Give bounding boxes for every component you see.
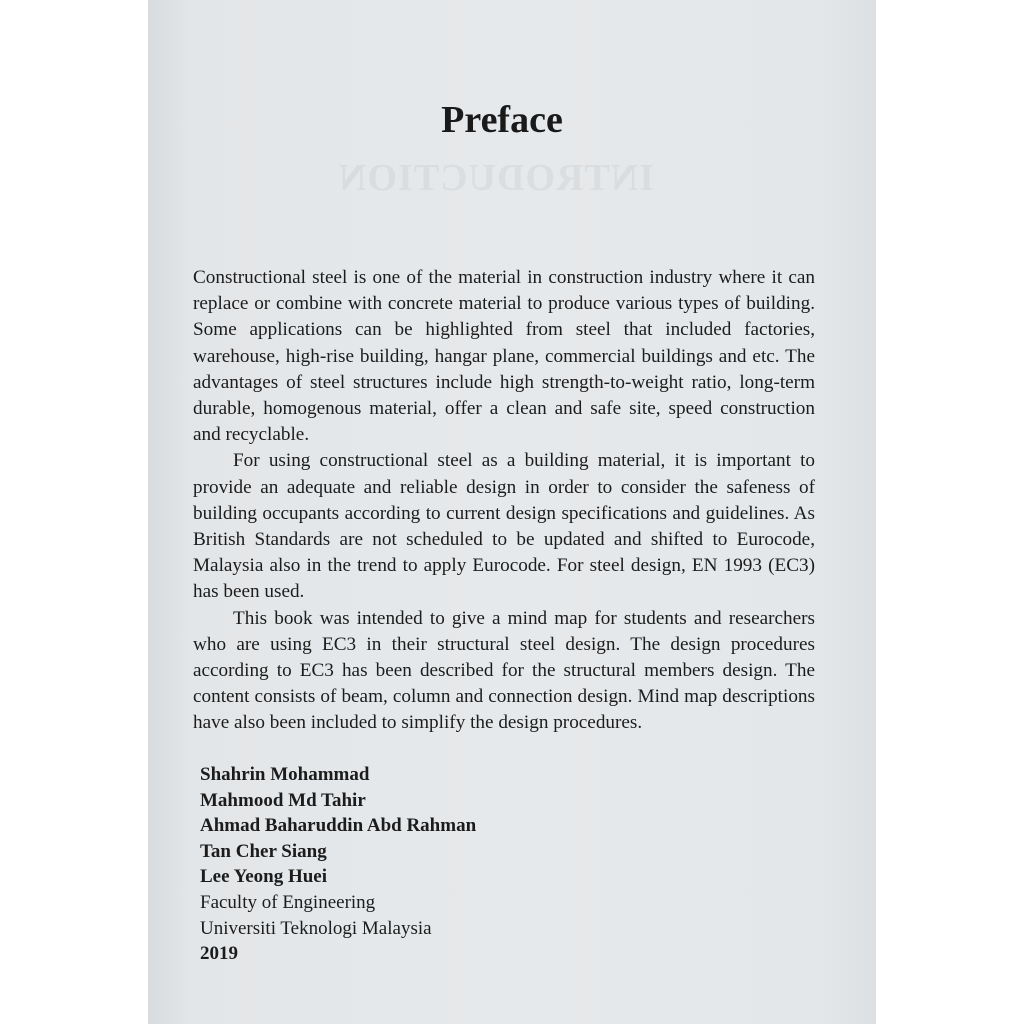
show-through-heading: INTRODUCTION bbox=[338, 157, 655, 199]
university-name: Universiti Teknologi Malaysia bbox=[200, 917, 432, 939]
book-page bbox=[148, 0, 876, 1024]
page-title: Preface bbox=[441, 99, 563, 141]
signature-block bbox=[200, 762, 476, 967]
author-name: Lee Yeong Huei bbox=[200, 866, 328, 888]
author-name: Tan Cher Siang bbox=[200, 840, 327, 862]
author-name: Mahmood Md Tahir bbox=[200, 789, 366, 811]
paragraph-3: This book was intended to give a mind map for students and researchers who are using EC3 in their structural steel design. The design procedures according to EC3 has been described for the structural members design. The content consists of beam, column and connection design. Mind map descriptions have also been included to simplify the design procedures. bbox=[193, 607, 815, 734]
preface-body bbox=[193, 265, 815, 737]
paragraph-2: For using constructional steel as a building material, it is important to provide an adequate and reliable design in order to consider the safeness of building occupants according to current design specifications and guidelines. As British Standards are not scheduled to be updated and shifted to Eurocode, Malaysia also in the trend to apply Eurocode. For steel design, EN 1993 (EC3) has been used. bbox=[193, 450, 815, 603]
author-name: Ahmad Baharuddin Abd Rahman bbox=[200, 815, 477, 837]
publication-year: 2019 bbox=[200, 943, 238, 965]
paragraph-1: Constructional steel is one of the material in construction industry where it can replace or combine with concrete material to produce various types of building. Some applications can be highlighted from steel that included factories, warehouse, high-rise building, hangar plane, commercial buildings and etc. The advantages of steel structures include high strength-to-weight ratio, long-term durable, homogenous material, offer a clean and safe site, speed construction and recyclable. bbox=[193, 267, 815, 446]
faculty-name: Faculty of Engineering bbox=[200, 891, 376, 913]
author-name: Shahrin Mohammad bbox=[200, 764, 370, 785]
